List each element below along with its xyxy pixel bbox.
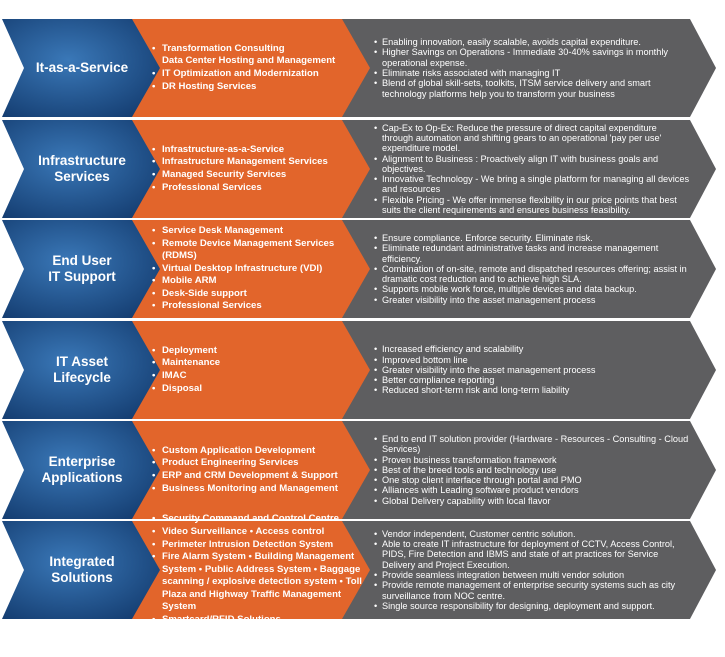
benefit-item: • Vendor independent, Customer centric solution. <box>374 529 690 539</box>
benefit-item: • Global Delivery capability with local flavor <box>374 496 690 506</box>
benefit-item: • Supports mobile work force, multiple devices and data backup. <box>374 284 690 294</box>
benefit-item: • Greater visibility into the asset management process <box>374 295 690 305</box>
service-item: • DR Hosting Services <box>152 81 362 94</box>
service-item: • Video Surveillance • Access control <box>152 526 362 539</box>
benefit-item: • Provide seamless integration between multi vendor solution <box>374 570 690 580</box>
benefit-item: • Better compliance reporting <box>374 375 690 385</box>
service-item: • Fire Alarm System • Building Management System • Public Address System • Baggage scanning / explosive detection system • Toll Plaza and Highway Traffic Management System <box>152 551 362 614</box>
benefits-list <box>374 220 690 318</box>
service-item: • Managed Security Services <box>152 169 362 182</box>
service-item: • Infrastructure-as-a-Service <box>152 144 362 157</box>
benefit-item: • Flexible Pricing - We offer immense flexibility in our price points that best suits the client requirements and ensures business feasibility. <box>374 195 690 216</box>
benefit-item: • Blend of global skill-sets, toolkits, ITSM service delivery and smart technology platforms help you to transform your business <box>374 78 690 99</box>
service-item: • Mobile ARM <box>152 275 362 288</box>
benefits-list <box>374 321 690 419</box>
service-item: • Remote Device Management Services (RDMS) <box>152 238 362 263</box>
service-item: • Professional Services <box>152 300 362 313</box>
benefit-item: • Increased efficiency and scalability <box>374 344 690 354</box>
row <box>0 120 725 218</box>
row <box>0 220 725 318</box>
service-item: • Virtual Desktop Infrastructure (VDI) <box>152 263 362 276</box>
benefit-item: • Eliminate redundant administrative tasks and increase management efficiency. <box>374 243 690 264</box>
service-item: • IMAC <box>152 370 362 383</box>
service-item: • Maintenance <box>152 357 362 370</box>
services-list <box>152 321 362 419</box>
benefit-item: • One stop client interface through portal and PMO <box>374 475 690 485</box>
benefit-item: • Best of the breed tools and technology use <box>374 465 690 475</box>
benefit-item: • Ensure compliance. Enforce security. Eliminate risk. <box>374 233 690 243</box>
service-item: • Product Engineering Services <box>152 457 362 470</box>
benefit-item: • Enabling innovation, easily scalable, avoids capital expenditure. <box>374 37 690 47</box>
service-item: • Smartcard/RFID Solutions <box>152 614 362 627</box>
services-list <box>152 19 362 117</box>
category-label: Enterprise Applications <box>41 454 123 485</box>
service-item: • Professional Services <box>152 182 362 195</box>
service-item: • ERP and CRM Development & Support <box>152 470 362 483</box>
service-item: • Service Desk Management <box>152 225 362 238</box>
benefit-item: • Combination of on-site, remote and dispatched resources offering; assist in dramatic cost reduction and to achieve high SLA. <box>374 264 690 285</box>
benefits-list <box>374 19 690 117</box>
benefit-item: • Cap-Ex to Op-Ex: Reduce the pressure of direct capital expenditure through automation and shifting gears to an operational 'pay per use' expenditure model. <box>374 123 690 154</box>
benefit-item: • Able to create IT infrastructure for deployment of CCTV, Access Control, PIDS, Fire Detection and IBMS and state of art practices for Service Delivery and Project Execution. <box>374 539 690 570</box>
benefit-item: • Alignment to Business : Proactively align IT with business goals and objectives. <box>374 154 690 175</box>
benefit-item: • Innovative Technology - We bring a single platform for managing all devices and resources <box>374 174 690 195</box>
benefit-item: • Single source responsibility for designing, deployment and support. <box>374 601 690 611</box>
category-label: Integrated Solutions <box>49 554 115 585</box>
benefits-list <box>374 421 690 519</box>
row <box>0 513 725 626</box>
benefit-item: • Greater visibility into the asset management process <box>374 365 690 375</box>
benefit-item: • End to end IT solution provider (Hardware - Resources - Consulting - Cloud Services) <box>374 434 690 455</box>
benefits-list <box>374 120 690 218</box>
service-item: • IT Optimization and Modernization <box>152 68 362 81</box>
service-item: Data Center Hosting and Management <box>162 55 336 67</box>
category-label: IT Asset Lifecycle <box>53 354 111 385</box>
service-item: • Disposal <box>152 383 362 396</box>
services-list <box>152 513 362 626</box>
category-label: Infrastructure Services <box>38 153 126 184</box>
category-label: It-as-a-Service <box>35 60 129 75</box>
benefit-item: • Improved bottom line <box>374 355 690 365</box>
benefits-list <box>374 521 690 619</box>
row <box>0 321 725 419</box>
service-item: • Infrastructure Management Services <box>152 156 362 169</box>
service-item: • Perimeter Intrusion Detection System <box>152 539 362 552</box>
benefit-item: • Proven business transformation framework <box>374 455 690 465</box>
services-list <box>152 421 362 519</box>
benefit-item: • Eliminate risks associated with managing IT <box>374 68 690 78</box>
service-item: • Custom Application Development <box>152 445 362 458</box>
services-list <box>152 220 362 318</box>
service-item: • Desk-Side support <box>152 288 362 301</box>
benefit-item: • Reduced short-term risk and long-term liability <box>374 385 690 395</box>
benefit-item: • Alliances with Leading software product vendors <box>374 485 690 495</box>
row <box>0 19 725 117</box>
benefit-item: • Provide remote management of enterprise security systems such as city surveillance from NOC centre. <box>374 580 690 601</box>
category-label: End User IT Support <box>48 253 116 284</box>
row <box>0 421 725 519</box>
service-item: • Deployment <box>152 345 362 358</box>
service-item: • Transformation Consulting <box>152 43 362 56</box>
services-list <box>152 120 362 218</box>
service-item: • Business Monitoring and Management <box>152 483 362 496</box>
benefit-item: • Higher Savings on Operations - Immediate 30-40% savings in monthly operational expense. <box>374 47 690 68</box>
service-item: • Security Command and Control Centre <box>152 513 362 526</box>
